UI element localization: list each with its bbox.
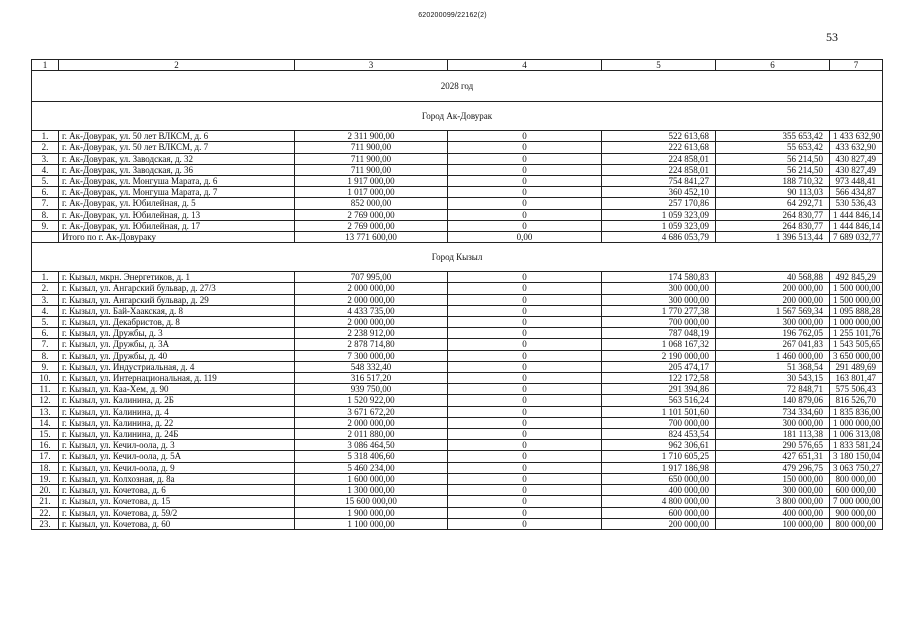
table-row: [32, 350, 883, 361]
column-4-cell: 0: [448, 209, 602, 220]
total-cost-cell: 2 878 714,80: [295, 339, 448, 350]
column-4-cell: 0: [448, 153, 602, 164]
address-cell: г. Кызыл, ул. Ангарский бульвар, д. 27/3: [59, 283, 295, 294]
total-cost-cell: 1 917 000,00: [295, 176, 448, 187]
total-cost-cell: 711 900,00: [295, 153, 448, 164]
address-cell: г. Ак-Довурак, ул. Монгуша Марата, д. 6: [59, 176, 295, 187]
row-number: 3.: [32, 153, 59, 164]
column-number: 4: [448, 60, 602, 71]
column-7-cell: 3 180 150,04: [830, 451, 883, 462]
column-6-cell: 40 568,88: [716, 272, 830, 283]
table-row: [32, 485, 883, 496]
table-row: [32, 294, 883, 305]
column-7-cell: 492 845,29: [830, 272, 883, 283]
row-number: 3.: [32, 294, 59, 305]
column-7-cell: 1 444 846,14: [830, 220, 883, 231]
column-6-cell: 30 543,15: [716, 373, 830, 384]
table-row: [32, 164, 883, 175]
column-4-cell: 0: [448, 417, 602, 428]
column-7-cell: 900 000,00: [830, 507, 883, 518]
total-cost-cell: 2 000 000,00: [295, 283, 448, 294]
table-row: [32, 283, 883, 294]
total-cost-cell: 1 900 000,00: [295, 507, 448, 518]
address-cell: г. Кызыл, ул. Дружбы, д. 3А: [59, 339, 295, 350]
column-5-cell: 1 068 167,32: [602, 339, 716, 350]
city-heading-row: [32, 102, 883, 131]
column-7-cell: 1 000 000,00: [830, 317, 883, 328]
column-6-cell: 64 292,71: [716, 198, 830, 209]
column-4-cell: 0: [448, 187, 602, 198]
total-cost-cell: 852 000,00: [295, 198, 448, 209]
address-cell: г. Кызыл, ул. Калинина, д. 4: [59, 406, 295, 417]
table-row: [32, 198, 883, 209]
row-number: 6.: [32, 328, 59, 339]
column-7-cell: 1 543 505,65: [830, 339, 883, 350]
row-number: 16.: [32, 440, 59, 451]
city-heading-row: [32, 243, 883, 272]
column-6-cell: 55 653,42: [716, 142, 830, 153]
total-label: Итого по г. Ак-Довураку: [59, 232, 295, 243]
column-4-cell: 0: [448, 384, 602, 395]
total-cost-cell: 2 011 880,00: [295, 429, 448, 440]
row-number: 5.: [32, 317, 59, 328]
column-4-cell: 0: [448, 350, 602, 361]
column-7-cell: 433 632,90: [830, 142, 883, 153]
address-cell: г. Кызыл, ул. Декабристов, д. 8: [59, 317, 295, 328]
column-5-cell: 400 000,00: [602, 485, 716, 496]
table-row: [32, 440, 883, 451]
column-4-cell: 0: [448, 305, 602, 316]
table-row: [32, 373, 883, 384]
column-6-cell: 264 830,77: [716, 209, 830, 220]
column-6-cell: 150 000,00: [716, 473, 830, 484]
column-6-cell: 56 214,50: [716, 164, 830, 175]
column-5-cell: 522 613,68: [602, 131, 716, 142]
address-cell: г. Кызыл, ул. Кечил-оола, д. 5А: [59, 451, 295, 462]
city-heading: Город Кызыл: [32, 243, 883, 272]
budget-table: [31, 59, 883, 530]
column-4-cell: 0: [448, 198, 602, 209]
column-5-cell: 754 841,27: [602, 176, 716, 187]
address-cell: г. Ак-Довурак, ул. Юбилейная, д. 5: [59, 198, 295, 209]
row-number: 23.: [32, 518, 59, 529]
column-5-cell: 650 000,00: [602, 473, 716, 484]
address-cell: г. Кызыл, ул. Интернациональная, д. 119: [59, 373, 295, 384]
column-4-cell: 0: [448, 283, 602, 294]
column-4-cell: 0: [448, 507, 602, 518]
column-5-cell: 700 000,00: [602, 417, 716, 428]
address-cell: г. Кызыл, ул. Калинина, д. 22: [59, 417, 295, 428]
column-4-cell: 0: [448, 462, 602, 473]
address-cell: г. Кызыл, ул. Ангарский бульвар, д. 29: [59, 294, 295, 305]
column-5-cell: 122 172,58: [602, 373, 716, 384]
column-4-cell: 0: [448, 429, 602, 440]
column-6-cell: 427 651,31: [716, 451, 830, 462]
column-6-cell: 1 460 000,00: [716, 350, 830, 361]
total-cost-cell: 15 600 000,00: [295, 496, 448, 507]
column-6-cell: 400 000,00: [716, 507, 830, 518]
column-7-cell: 163 801,47: [830, 373, 883, 384]
column-4-cell: 0: [448, 485, 602, 496]
address-cell: г. Кызыл, ул. Дружбы, д. 3: [59, 328, 295, 339]
column-7-cell: 430 827,49: [830, 164, 883, 175]
total-cost-cell: 4 433 735,00: [295, 305, 448, 316]
column-6-cell: 3 800 000,00: [716, 496, 830, 507]
row-number: 4.: [32, 164, 59, 175]
column-4-cell: 0: [448, 406, 602, 417]
total-row-number: [32, 232, 59, 243]
row-number: 6.: [32, 187, 59, 198]
column-5-cell: 174 580,83: [602, 272, 716, 283]
column-6-cell: 734 334,60: [716, 406, 830, 417]
column-7-cell: 1 835 836,00: [830, 406, 883, 417]
row-number: 2.: [32, 283, 59, 294]
column-6-cell: 181 113,38: [716, 429, 830, 440]
column-4-cell: 0: [448, 496, 602, 507]
column-6-cell: 267 041,83: [716, 339, 830, 350]
table-row: [32, 176, 883, 187]
column-number: 2: [59, 60, 295, 71]
column-4-cell: 0: [448, 294, 602, 305]
column-5-cell: 222 613,68: [602, 142, 716, 153]
column-5-cell: 1 059 323,09: [602, 209, 716, 220]
column-4-cell: 0: [448, 473, 602, 484]
column-5-cell: 224 858,01: [602, 153, 716, 164]
address-cell: г. Ак-Довурак, ул. Юбилейная, д. 13: [59, 209, 295, 220]
column-6-cell: 355 653,42: [716, 131, 830, 142]
total-cost-cell: 3 671 672,20: [295, 406, 448, 417]
column-4-cell: 0: [448, 164, 602, 175]
column-7-cell: 291 489,69: [830, 361, 883, 372]
column-5-cell: 787 048,19: [602, 328, 716, 339]
row-number: 11.: [32, 384, 59, 395]
column-4-cell: 0,00: [448, 232, 602, 243]
row-number: 17.: [32, 451, 59, 462]
total-row: [32, 232, 883, 243]
column-5-cell: 4 686 053,79: [602, 232, 716, 243]
address-cell: г. Кызыл, ул. Кочетова, д. 59/2: [59, 507, 295, 518]
column-6-cell: 200 000,00: [716, 294, 830, 305]
row-number: 21.: [32, 496, 59, 507]
column-7-cell: 1 500 000,00: [830, 294, 883, 305]
column-6-cell: 264 830,77: [716, 220, 830, 231]
total-cost-cell: 5 318 406,60: [295, 451, 448, 462]
column-6-cell: 300 000,00: [716, 317, 830, 328]
column-number: 5: [602, 60, 716, 71]
total-cost-cell: 711 900,00: [295, 142, 448, 153]
column-7-cell: 800 000,00: [830, 473, 883, 484]
total-cost-cell: 2 000 000,00: [295, 417, 448, 428]
table-row: [32, 384, 883, 395]
column-7-cell: 3 650 000,00: [830, 350, 883, 361]
row-number: 4.: [32, 305, 59, 316]
column-6-cell: 1 396 513,44: [716, 232, 830, 243]
column-6-cell: 300 000,00: [716, 417, 830, 428]
year-heading: 2028 год: [32, 71, 883, 102]
address-cell: г. Кызыл, ул. Калинина, д. 2Б: [59, 395, 295, 406]
column-4-cell: 0: [448, 220, 602, 231]
column-5-cell: 1 059 323,09: [602, 220, 716, 231]
total-cost-cell: 2 238 912,00: [295, 328, 448, 339]
column-6-cell: 188 710,32: [716, 176, 830, 187]
column-7-cell: 1 444 846,14: [830, 209, 883, 220]
total-cost-cell: 1 520 922,00: [295, 395, 448, 406]
column-7-cell: 1 000 000,00: [830, 417, 883, 428]
address-cell: г. Кызыл, ул. Калинина, д. 24Б: [59, 429, 295, 440]
column-6-cell: 479 296,75: [716, 462, 830, 473]
table-row: [32, 305, 883, 316]
column-7-cell: 1 006 313,08: [830, 429, 883, 440]
column-number: 7: [830, 60, 883, 71]
table-row: [32, 429, 883, 440]
column-7-cell: 7 689 032,77: [830, 232, 883, 243]
table-row: [32, 406, 883, 417]
column-7-cell: 530 536,43: [830, 198, 883, 209]
row-number: 20.: [32, 485, 59, 496]
row-number: 7.: [32, 339, 59, 350]
address-cell: г. Кызыл, ул. Индустриальная, д. 4: [59, 361, 295, 372]
page-number: 53: [826, 30, 838, 44]
address-cell: г. Ак-Довурак, ул. Юбилейная, д. 17: [59, 220, 295, 231]
row-number: 19.: [32, 473, 59, 484]
table-row: [32, 317, 883, 328]
total-cost-cell: 2 769 000,00: [295, 209, 448, 220]
column-4-cell: 0: [448, 361, 602, 372]
total-cost-cell: 3 086 464,50: [295, 440, 448, 451]
column-7-cell: 7 000 000,00: [830, 496, 883, 507]
column-4-cell: 0: [448, 272, 602, 283]
total-cost-cell: 1 600 000,00: [295, 473, 448, 484]
total-cost-cell: 2 769 000,00: [295, 220, 448, 231]
column-6-cell: 140 879,06: [716, 395, 830, 406]
table-row: [32, 451, 883, 462]
row-number: 1.: [32, 272, 59, 283]
row-number: 22.: [32, 507, 59, 518]
document-id: 620200099/22162(2): [418, 12, 487, 19]
column-5-cell: 257 170,86: [602, 198, 716, 209]
column-7-cell: 3 063 750,27: [830, 462, 883, 473]
column-6-cell: 290 576,65: [716, 440, 830, 451]
column-5-cell: 300 000,00: [602, 283, 716, 294]
address-cell: г. Кызыл, ул. Каа-Хем, д. 90: [59, 384, 295, 395]
column-7-cell: 1 833 581,24: [830, 440, 883, 451]
column-5-cell: 1 917 186,98: [602, 462, 716, 473]
table-row: [32, 142, 883, 153]
column-6-cell: 72 848,71: [716, 384, 830, 395]
column-5-cell: 4 800 000,00: [602, 496, 716, 507]
column-5-cell: 1 710 605,25: [602, 451, 716, 462]
total-cost-cell: 707 995,00: [295, 272, 448, 283]
table-row: [32, 496, 883, 507]
column-5-cell: 962 306,61: [602, 440, 716, 451]
total-cost-cell: 2 000 000,00: [295, 317, 448, 328]
column-7-cell: 600 000,00: [830, 485, 883, 496]
column-number: 6: [716, 60, 830, 71]
column-4-cell: 0: [448, 131, 602, 142]
column-7-cell: 566 434,87: [830, 187, 883, 198]
column-5-cell: 824 453,54: [602, 429, 716, 440]
column-5-cell: 563 516,24: [602, 395, 716, 406]
row-number: 2.: [32, 142, 59, 153]
table-row: [32, 339, 883, 350]
column-5-cell: 2 190 000,00: [602, 350, 716, 361]
column-4-cell: 0: [448, 176, 602, 187]
table-row: [32, 473, 883, 484]
address-cell: г. Ак-Довурак, ул. Монгуша Марата, д. 7: [59, 187, 295, 198]
column-5-cell: 600 000,00: [602, 507, 716, 518]
row-number: 15.: [32, 429, 59, 440]
address-cell: г. Кызыл, ул. Кочетова, д. 60: [59, 518, 295, 529]
table-row: [32, 361, 883, 372]
column-4-cell: 0: [448, 440, 602, 451]
column-6-cell: 300 000,00: [716, 485, 830, 496]
column-4-cell: 0: [448, 142, 602, 153]
column-7-cell: 1 095 888,28: [830, 305, 883, 316]
column-5-cell: 200 000,00: [602, 518, 716, 529]
total-cost-cell: 711 900,00: [295, 164, 448, 175]
table-row: [32, 462, 883, 473]
column-7-cell: 430 827,49: [830, 153, 883, 164]
address-cell: г. Кызыл, ул. Дружбы, д. 40: [59, 350, 295, 361]
column-7-cell: 1 500 000,00: [830, 283, 883, 294]
column-5-cell: 360 452,10: [602, 187, 716, 198]
address-cell: г. Кызыл, ул. Кечил-оола, д. 9: [59, 462, 295, 473]
column-6-cell: 196 762,05: [716, 328, 830, 339]
address-cell: г. Кызыл, ул. Колхозная, д. 8а: [59, 473, 295, 484]
table-row: [32, 131, 883, 142]
address-cell: г. Ак-Довурак, ул. Заводская, д. 32: [59, 153, 295, 164]
column-5-cell: 1 770 277,38: [602, 305, 716, 316]
row-number: 13.: [32, 406, 59, 417]
table-row: [32, 518, 883, 529]
table-row: [32, 220, 883, 231]
row-number: 10.: [32, 373, 59, 384]
total-cost-cell: 548 332,40: [295, 361, 448, 372]
table-row: [32, 328, 883, 339]
total-cost-cell: 13 771 600,00: [295, 232, 448, 243]
column-6-cell: 51 368,54: [716, 361, 830, 372]
total-cost-cell: 5 460 234,00: [295, 462, 448, 473]
total-cost-cell: 2 311 900,00: [295, 131, 448, 142]
column-6-cell: 1 567 569,34: [716, 305, 830, 316]
table-row: [32, 187, 883, 198]
column-7-cell: 800 000,00: [830, 518, 883, 529]
row-number: 1.: [32, 131, 59, 142]
column-number-row: [32, 60, 883, 71]
row-number: 8.: [32, 350, 59, 361]
table-row: [32, 395, 883, 406]
column-5-cell: 291 394,86: [602, 384, 716, 395]
column-7-cell: 1 255 101,76: [830, 328, 883, 339]
column-4-cell: 0: [448, 328, 602, 339]
column-5-cell: 224 858,01: [602, 164, 716, 175]
column-4-cell: 0: [448, 395, 602, 406]
column-5-cell: 205 474,17: [602, 361, 716, 372]
row-number: 14.: [32, 417, 59, 428]
column-7-cell: 973 448,41: [830, 176, 883, 187]
column-4-cell: 0: [448, 451, 602, 462]
city-heading: Город Ак-Довурак: [32, 102, 883, 131]
column-5-cell: 700 000,00: [602, 317, 716, 328]
total-cost-cell: 1 100 000,00: [295, 518, 448, 529]
column-6-cell: 56 214,50: [716, 153, 830, 164]
column-6-cell: 200 000,00: [716, 283, 830, 294]
total-cost-cell: 939 750,00: [295, 384, 448, 395]
column-7-cell: 575 506,43: [830, 384, 883, 395]
row-number: 5.: [32, 176, 59, 187]
table-row: [32, 272, 883, 283]
year-row: [32, 71, 883, 102]
total-cost-cell: 1 300 000,00: [295, 485, 448, 496]
table-row: [32, 507, 883, 518]
total-cost-cell: 1 017 000,00: [295, 187, 448, 198]
column-7-cell: 816 526,70: [830, 395, 883, 406]
address-cell: г. Кызыл, ул. Кочетова, д. 6: [59, 485, 295, 496]
column-6-cell: 90 113,03: [716, 187, 830, 198]
table-row: [32, 153, 883, 164]
address-cell: г. Кызыл, ул. Бай-Хаакская, д. 8: [59, 305, 295, 316]
column-5-cell: 300 000,00: [602, 294, 716, 305]
column-number: 3: [295, 60, 448, 71]
column-7-cell: 1 433 632,90: [830, 131, 883, 142]
row-number: 9.: [32, 220, 59, 231]
column-4-cell: 0: [448, 373, 602, 384]
row-number: 18.: [32, 462, 59, 473]
column-6-cell: 100 000,00: [716, 518, 830, 529]
address-cell: г. Кызыл, ул. Кочетова, д. 15: [59, 496, 295, 507]
total-cost-cell: 316 517,20: [295, 373, 448, 384]
column-5-cell: 1 101 501,60: [602, 406, 716, 417]
table-row: [32, 209, 883, 220]
row-number: 8.: [32, 209, 59, 220]
row-number: 9.: [32, 361, 59, 372]
total-cost-cell: 2 000 000,00: [295, 294, 448, 305]
address-cell: г. Ак-Довурак, ул. 50 лет ВЛКСМ, д. 7: [59, 142, 295, 153]
budget-table-body: [32, 60, 883, 530]
column-4-cell: 0: [448, 518, 602, 529]
address-cell: г. Кызыл, мкрн. Энергетиков, д. 1: [59, 272, 295, 283]
address-cell: г. Ак-Довурак, ул. 50 лет ВЛКСМ, д. 6: [59, 131, 295, 142]
table-row: [32, 417, 883, 428]
row-number: 12.: [32, 395, 59, 406]
address-cell: г. Кызыл, ул. Кечил-оола, д. 3: [59, 440, 295, 451]
column-4-cell: 0: [448, 317, 602, 328]
row-number: 7.: [32, 198, 59, 209]
column-4-cell: 0: [448, 339, 602, 350]
address-cell: г. Ак-Довурак, ул. Заводская, д. 36: [59, 164, 295, 175]
column-number: 1: [32, 60, 59, 71]
total-cost-cell: 7 300 000,00: [295, 350, 448, 361]
